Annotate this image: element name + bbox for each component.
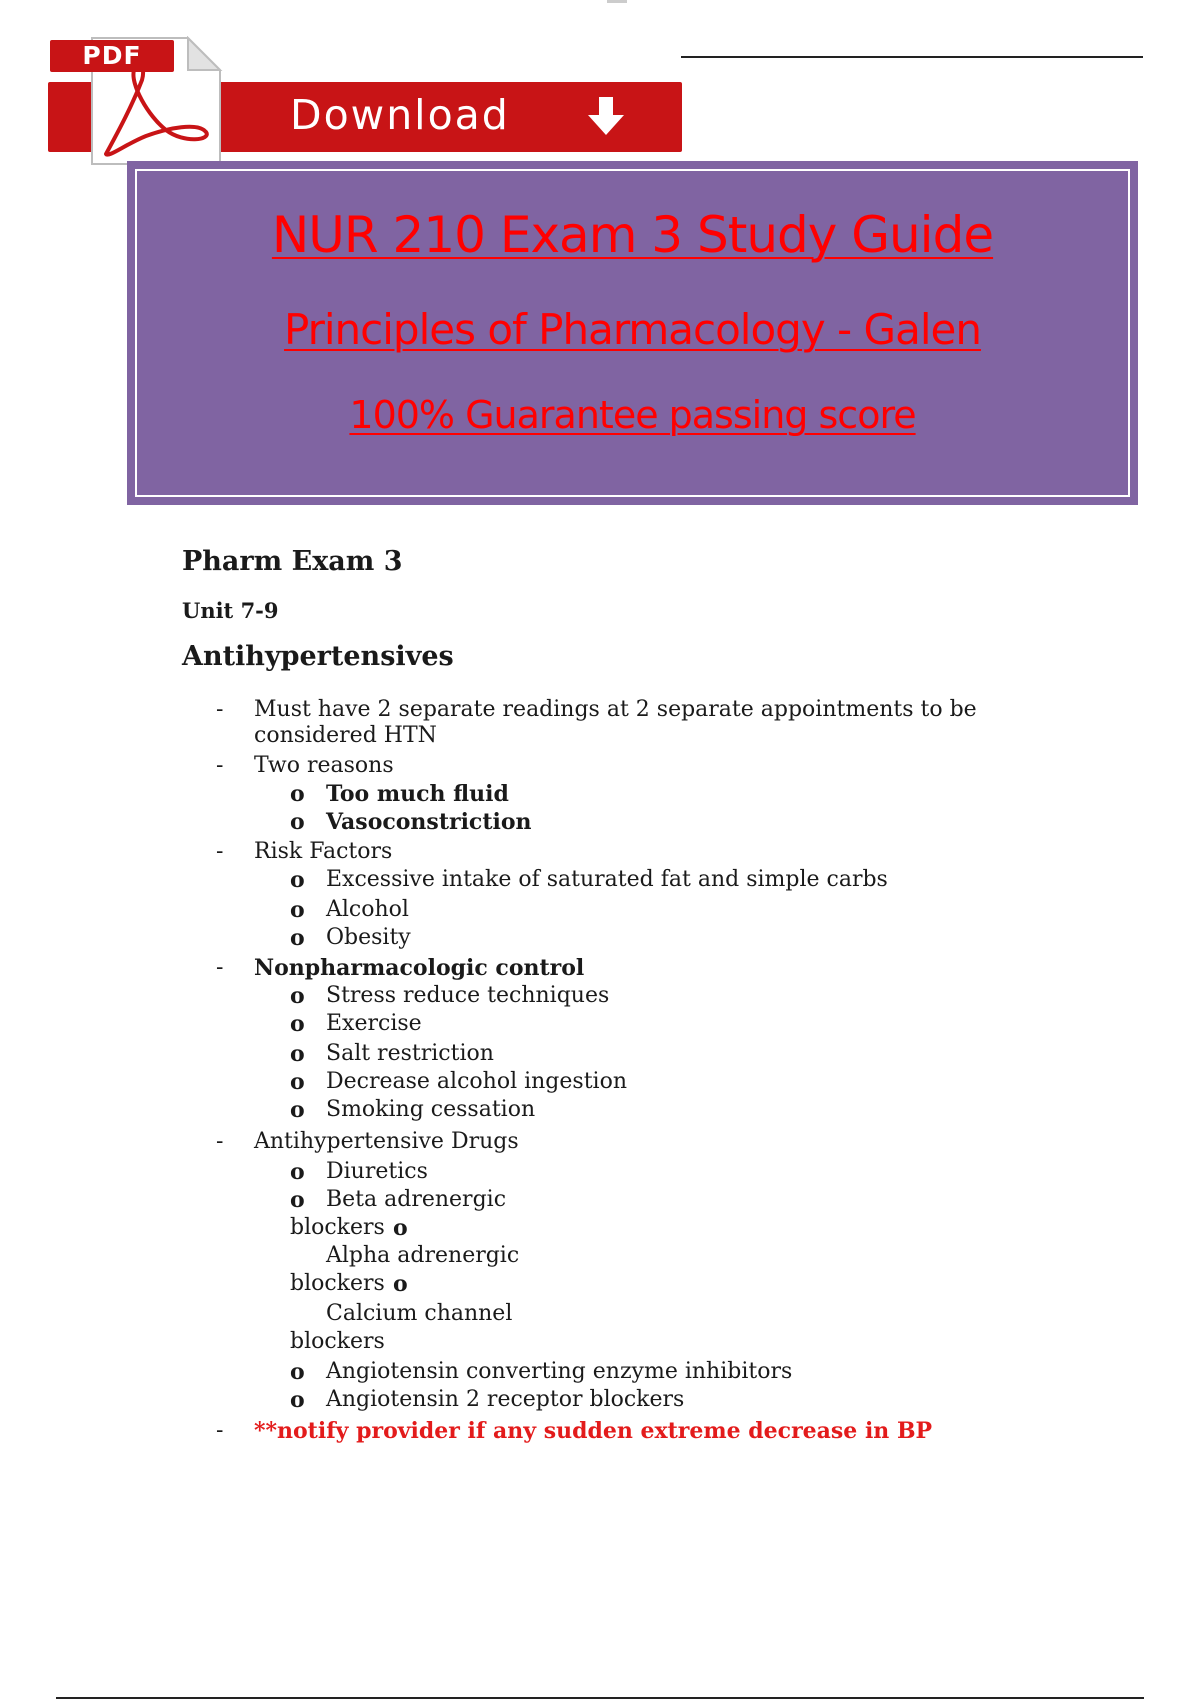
dash-bullet: -	[216, 1418, 224, 1443]
dash-bullet: -	[216, 955, 224, 980]
top-edge-mark	[607, 0, 627, 3]
circle-bullet: o	[393, 1215, 408, 1241]
circle-bullet: o	[290, 1041, 305, 1067]
circle-bullet: o	[290, 1159, 305, 1185]
guide-title[interactable]: NUR 210 Exam 3 Study Guide	[271, 206, 994, 264]
sub-list-item: Salt restriction	[326, 1041, 494, 1066]
circle-bullet: o	[290, 781, 305, 807]
sub-list-item: Too much fluid	[326, 781, 509, 807]
list-item-continued: considered HTN	[254, 723, 437, 748]
dash-bullet: -	[216, 839, 224, 864]
section-heading: Antihypertensives	[182, 641, 454, 672]
list-item: Nonpharmacologic control	[254, 955, 585, 981]
download-label[interactable]: Download	[290, 91, 510, 139]
circle-bullet: o	[290, 1011, 305, 1037]
dash-bullet: -	[216, 697, 224, 722]
unit-label: Unit 7-9	[182, 598, 279, 623]
dash-bullet: -	[216, 753, 224, 778]
circle-bullet: o	[393, 1271, 408, 1297]
sub-list-item-continued: blockers	[290, 1271, 385, 1296]
footer-rule	[56, 1697, 1144, 1699]
header-rule	[681, 56, 1143, 58]
sub-list-item: Smoking cessation	[326, 1097, 536, 1122]
circle-bullet: o	[290, 1069, 305, 1095]
dash-bullet: -	[216, 1129, 224, 1154]
sub-list-item: Excessive intake of saturated fat and simple carbs	[326, 867, 888, 892]
guide-subtitle[interactable]: Principles of Pharmacology - Galen	[284, 305, 981, 354]
sub-list-item: Beta adrenergic	[326, 1187, 507, 1212]
sub-list-item-continued: blockers	[290, 1329, 385, 1354]
circle-bullet: o	[290, 867, 305, 893]
sub-list-item: Obesity	[326, 925, 411, 950]
sub-list-item: Angiotensin 2 receptor blockers	[326, 1387, 685, 1412]
list-item: Two reasons	[254, 753, 394, 778]
circle-bullet: o	[290, 925, 305, 951]
circle-bullet: o	[290, 809, 305, 835]
guide-tagline[interactable]: 100% Guarantee passing score	[349, 393, 916, 437]
sub-list-item: Vasoconstriction	[326, 809, 532, 835]
download-arrow-icon[interactable]	[582, 93, 630, 141]
sub-list-item-continued: blockers	[290, 1215, 385, 1240]
sub-list-item: Decrease alcohol ingestion	[326, 1069, 627, 1094]
list-item: Risk Factors	[254, 839, 393, 864]
circle-bullet: o	[290, 1387, 305, 1413]
sub-list-item: Exercise	[326, 1011, 422, 1036]
sub-list-item: Angiotensin converting enzyme inhibitors	[326, 1359, 793, 1384]
list-item: Must have 2 separate readings at 2 separate appointments to be	[254, 697, 977, 722]
title-box	[127, 161, 1138, 505]
document-heading: Pharm Exam 3	[182, 546, 403, 577]
circle-bullet: o	[290, 1359, 305, 1385]
sub-list-item: Alcohol	[326, 897, 409, 922]
sub-list-item: Calcium channel	[326, 1301, 513, 1326]
list-item: Antihypertensive Drugs	[254, 1129, 519, 1154]
circle-bullet: o	[290, 897, 305, 923]
notify-provider-note: **notify provider if any sudden extreme decrease in BP	[254, 1418, 933, 1444]
sub-list-item: Stress reduce techniques	[326, 983, 610, 1008]
pdf-tag: PDF	[50, 40, 174, 72]
circle-bullet: o	[290, 1187, 305, 1213]
sub-list-item: Diuretics	[326, 1159, 428, 1184]
circle-bullet: o	[290, 1097, 305, 1123]
circle-bullet: o	[290, 983, 305, 1009]
sub-list-item: Alpha adrenergic	[326, 1243, 520, 1268]
